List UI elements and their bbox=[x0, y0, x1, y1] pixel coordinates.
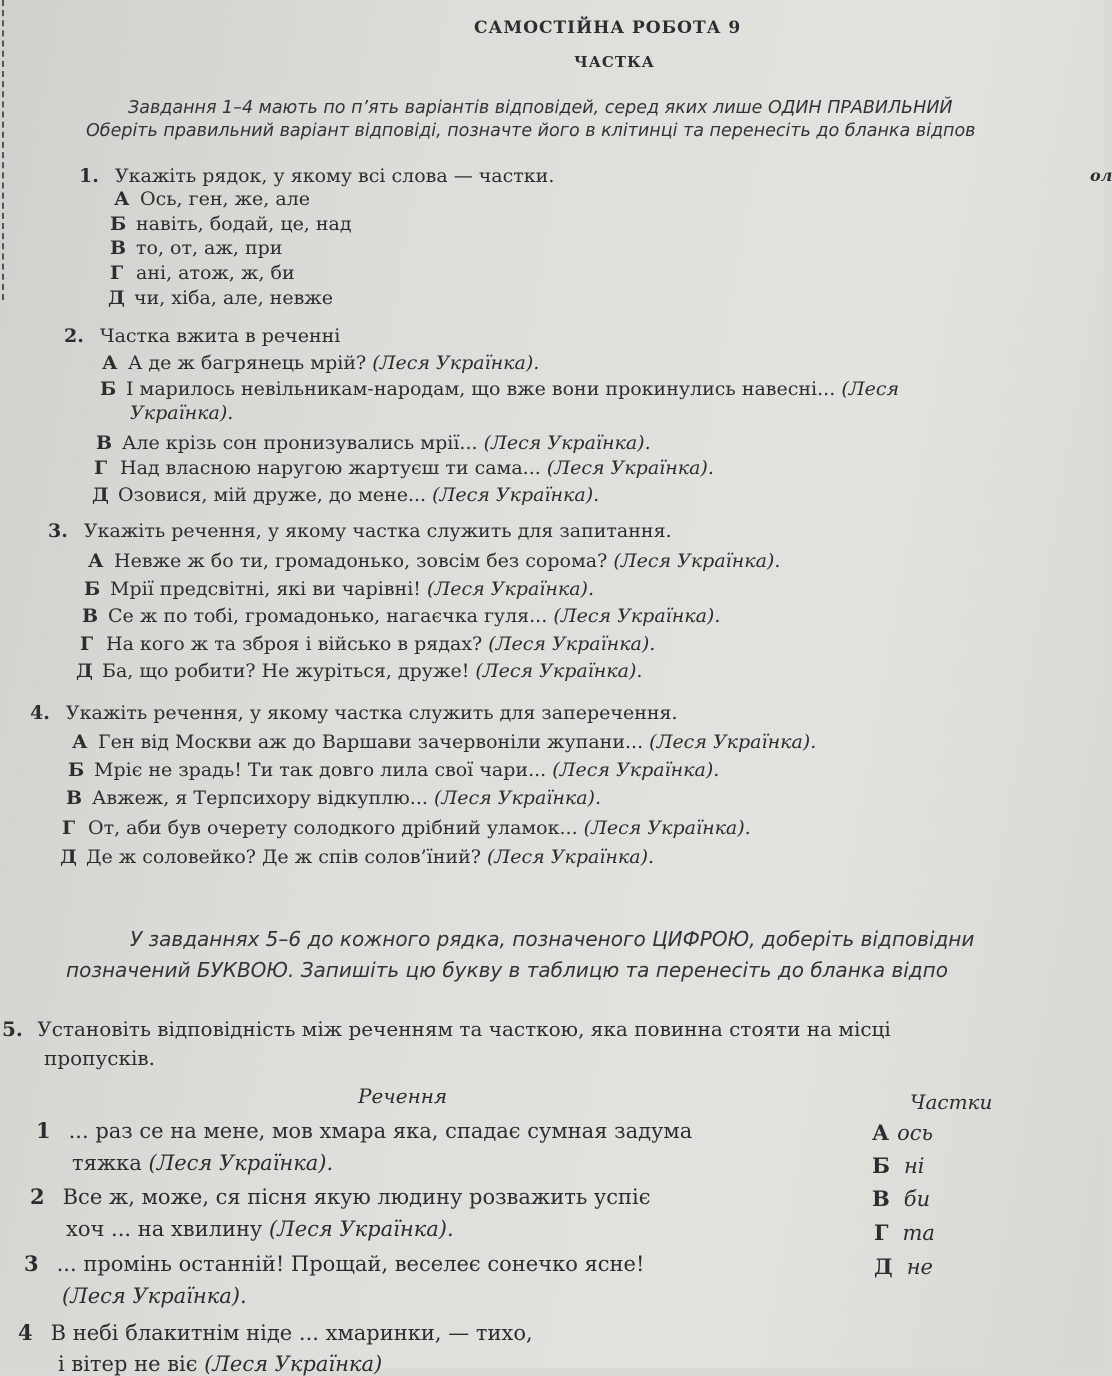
option-text: Озовися, мій друже, до мене... bbox=[118, 484, 427, 506]
particle-letter: Б bbox=[872, 1153, 890, 1178]
option-text: І марилось невільникам-народам, що вже вони прокинулись навесні... bbox=[126, 378, 836, 400]
sentence-row bbox=[30, 1184, 651, 1209]
particle-option bbox=[874, 1254, 933, 1279]
option-letter: В bbox=[96, 432, 113, 454]
option-v bbox=[110, 237, 282, 259]
option-text: то, от, аж, при bbox=[136, 237, 283, 259]
option-h bbox=[80, 633, 655, 655]
page-title: САМОСТІЙНА РОБОТА 9 bbox=[474, 18, 742, 38]
particle-option bbox=[872, 1186, 930, 1211]
option-d bbox=[92, 484, 599, 506]
option-text: Се ж по тобі, громадонько, нагаєчка гуля... bbox=[108, 605, 548, 627]
sentence-number: 3 bbox=[24, 1251, 39, 1276]
question-number: 5. bbox=[2, 1017, 23, 1041]
sentence-row-cont bbox=[58, 1352, 382, 1376]
question-1 bbox=[79, 165, 554, 187]
particle-text: ні bbox=[903, 1154, 925, 1178]
sentence-source: (Леся Українка). bbox=[148, 1151, 334, 1175]
sentence-text: В небі блакитнім ніде ... хмаринки, — тихо, bbox=[50, 1321, 533, 1345]
option-source: (Леся Українка). bbox=[583, 817, 751, 839]
sentence-text: хоч ... на хвилину bbox=[66, 1217, 263, 1241]
sentence-row bbox=[18, 1320, 533, 1345]
option-source: (Леся Українка). bbox=[433, 787, 602, 809]
option-text: Де ж соловейко? Де ж спів солов’їний? bbox=[86, 846, 481, 868]
particle-text: не bbox=[906, 1255, 933, 1279]
option-source: (Леся bbox=[841, 378, 900, 400]
option-source: (Леся Українка). bbox=[546, 457, 714, 479]
option-text: Авжеж, я Терпсихору відкуплю... bbox=[92, 787, 428, 809]
sentence-text: і вітер не віє bbox=[58, 1352, 198, 1376]
sentence-number: 4 bbox=[18, 1320, 33, 1345]
option-h bbox=[94, 457, 714, 479]
margin-mark: ол bbox=[1090, 166, 1112, 185]
question-4 bbox=[30, 702, 678, 724]
sentence-source: (Леся Українка). bbox=[268, 1217, 454, 1241]
sentence-number: 2 bbox=[30, 1184, 45, 1209]
sentence-text: ... раз се на мене, мов хмара яка, спадає сумная задума bbox=[68, 1119, 693, 1143]
option-h bbox=[62, 817, 751, 839]
option-source: (Леся Українка). bbox=[372, 352, 540, 374]
option-letter: А bbox=[72, 731, 88, 753]
option-source: (Леся Українка). bbox=[613, 550, 781, 572]
option-d bbox=[76, 660, 642, 682]
sentence-source: (Леся Українка). bbox=[62, 1284, 247, 1308]
question-text-cont: пропусків. bbox=[44, 1046, 155, 1070]
option-a bbox=[72, 731, 816, 753]
option-letter: Д bbox=[60, 846, 77, 868]
option-v bbox=[96, 432, 651, 454]
question-text: Частка вжита в реченні bbox=[99, 325, 341, 347]
option-source: (Леся Українка). bbox=[426, 578, 595, 600]
option-v bbox=[66, 787, 601, 809]
option-v bbox=[82, 605, 720, 627]
question-2 bbox=[64, 325, 340, 347]
sentence-row-cont bbox=[66, 1217, 454, 1241]
option-text: Ба, що робити? Не журіться, друже! bbox=[102, 660, 470, 682]
option-text: Над власною наругою жартуєш ти сама... bbox=[120, 457, 541, 479]
option-letter: В bbox=[82, 605, 99, 627]
option-letter: А bbox=[102, 352, 118, 374]
question-5 bbox=[2, 1017, 891, 1041]
option-text: От, аби був очерету солодкого дрібний уламок... bbox=[88, 817, 578, 839]
option-text: Але крізь сон пронизувались мрії... bbox=[122, 432, 478, 454]
option-d bbox=[60, 846, 654, 868]
question-number: 1. bbox=[79, 165, 99, 187]
option-source: (Леся Українка). bbox=[486, 846, 655, 868]
option-source: (Леся Українка). bbox=[483, 432, 651, 454]
particle-letter: А bbox=[872, 1120, 890, 1145]
option-letter: Г bbox=[110, 262, 124, 284]
sentence-row bbox=[36, 1118, 692, 1143]
option-letter: Б bbox=[110, 213, 127, 235]
question-number: 2. bbox=[64, 325, 84, 347]
option-text: Мріє не зрадь! Ти так довго лила свої чари... bbox=[94, 759, 547, 781]
particle-letter: Д bbox=[874, 1254, 893, 1279]
option-text: чи, хіба, але, невже bbox=[134, 287, 333, 309]
option-b bbox=[68, 759, 719, 781]
sentence-source: (Леся Українка) bbox=[204, 1352, 383, 1376]
sentence-row bbox=[24, 1251, 644, 1276]
option-letter: В bbox=[110, 237, 127, 259]
instruction-line: Завдання 1–4 мають по п’ять варіантів відповідей, серед яких лише ОДИН ПРАВИЛЬНИЙ bbox=[128, 98, 953, 118]
option-a bbox=[114, 188, 310, 210]
cut-line bbox=[2, 0, 4, 300]
question-text: Укажіть речення, у якому частка служить для запитання. bbox=[83, 520, 672, 542]
question-text: Укажіть речення, у якому частка служить для заперечення. bbox=[65, 702, 678, 724]
option-source: (Леся Українка). bbox=[552, 759, 720, 781]
option-a bbox=[88, 550, 780, 572]
particle-option bbox=[872, 1153, 925, 1178]
option-b bbox=[100, 378, 899, 400]
option-letter: Д bbox=[92, 484, 109, 506]
option-text: На кого ж та зброя і військо в рядах? bbox=[106, 633, 483, 655]
option-text: Ось, ген, же, але bbox=[140, 188, 311, 210]
question-3 bbox=[48, 520, 672, 542]
option-letter: Б bbox=[68, 759, 85, 781]
option-a bbox=[102, 352, 539, 374]
option-text: А де ж багрянець мрій? bbox=[128, 352, 367, 374]
particle-letter: Г bbox=[874, 1220, 889, 1245]
question-number: 4. bbox=[30, 702, 50, 724]
option-letter: Д bbox=[76, 660, 93, 682]
option-text: Ген від Москви аж до Варшави зачервоніли жупани... bbox=[98, 731, 644, 753]
sentence-number: 1 bbox=[36, 1118, 51, 1143]
instruction-line: У завданнях 5–6 до кожного рядка, позначеного ЦИФРОЮ, доберіть відповідни bbox=[130, 927, 975, 951]
option-letter: А bbox=[114, 188, 130, 210]
option-source: (Леся Українка). bbox=[432, 484, 600, 506]
question-number: 3. bbox=[48, 520, 68, 542]
instruction-line: Оберіть правильний варіант відповіді, позначте його в клітинці та перенесіть до бланка відпов bbox=[86, 121, 976, 141]
particle-text: та bbox=[902, 1221, 935, 1245]
option-letter: Б bbox=[100, 378, 117, 400]
option-letter: Г bbox=[80, 633, 94, 655]
sentence-text: Все ж, може, ся пісня якую людину розважить успіє bbox=[62, 1185, 651, 1209]
option-letter: В bbox=[66, 787, 83, 809]
option-h bbox=[110, 262, 295, 284]
column-header-particles: Частки bbox=[910, 1090, 993, 1114]
sentence-row-cont bbox=[72, 1151, 333, 1175]
question-text: Установіть відповідність між реченням та часткою, яка повинна стояти на місці bbox=[37, 1017, 891, 1041]
option-text: Невже ж бо ти, громадонько, зовсім без сорома? bbox=[114, 550, 608, 572]
particle-letter: В bbox=[872, 1186, 890, 1211]
question-text: Укажіть рядок, у якому всі слова — частки. bbox=[114, 165, 555, 187]
option-letter: Б bbox=[84, 578, 101, 600]
option-b bbox=[110, 213, 352, 235]
particle-option bbox=[874, 1220, 935, 1245]
option-source: (Леся Українка). bbox=[649, 731, 817, 753]
particle-text: ось bbox=[897, 1121, 933, 1145]
column-header-sentences: Речення bbox=[358, 1084, 448, 1108]
option-d bbox=[108, 287, 333, 309]
option-text: ані, атож, ж, би bbox=[136, 262, 295, 284]
option-letter: А bbox=[88, 550, 104, 572]
instruction-line: позначений БУКВОЮ. Запишіть цю букву в таблицю та перенесіть до бланка відпо bbox=[66, 958, 948, 982]
particle-text: би bbox=[903, 1187, 931, 1211]
option-source-continued: Українка). bbox=[130, 402, 234, 424]
sentence-text: ... промінь останній! Прощай, веселеє сонечко ясне! bbox=[56, 1252, 645, 1276]
option-letter: Г bbox=[94, 457, 108, 479]
sentence-text: тяжка bbox=[72, 1151, 142, 1175]
option-letter: Д bbox=[108, 287, 125, 309]
particle-option bbox=[872, 1120, 933, 1145]
option-text: навіть, бодай, це, над bbox=[136, 213, 352, 235]
option-text: Мрії предсвітні, які ви чарівні! bbox=[110, 578, 421, 600]
option-source: (Леся Українка). bbox=[475, 660, 643, 682]
option-b bbox=[84, 578, 594, 600]
option-source: (Леся Українка). bbox=[488, 633, 656, 655]
option-source: (Леся Українка). bbox=[553, 605, 721, 627]
page-subtitle: ЧАСТКА bbox=[574, 53, 655, 71]
option-letter: Г bbox=[62, 817, 76, 839]
